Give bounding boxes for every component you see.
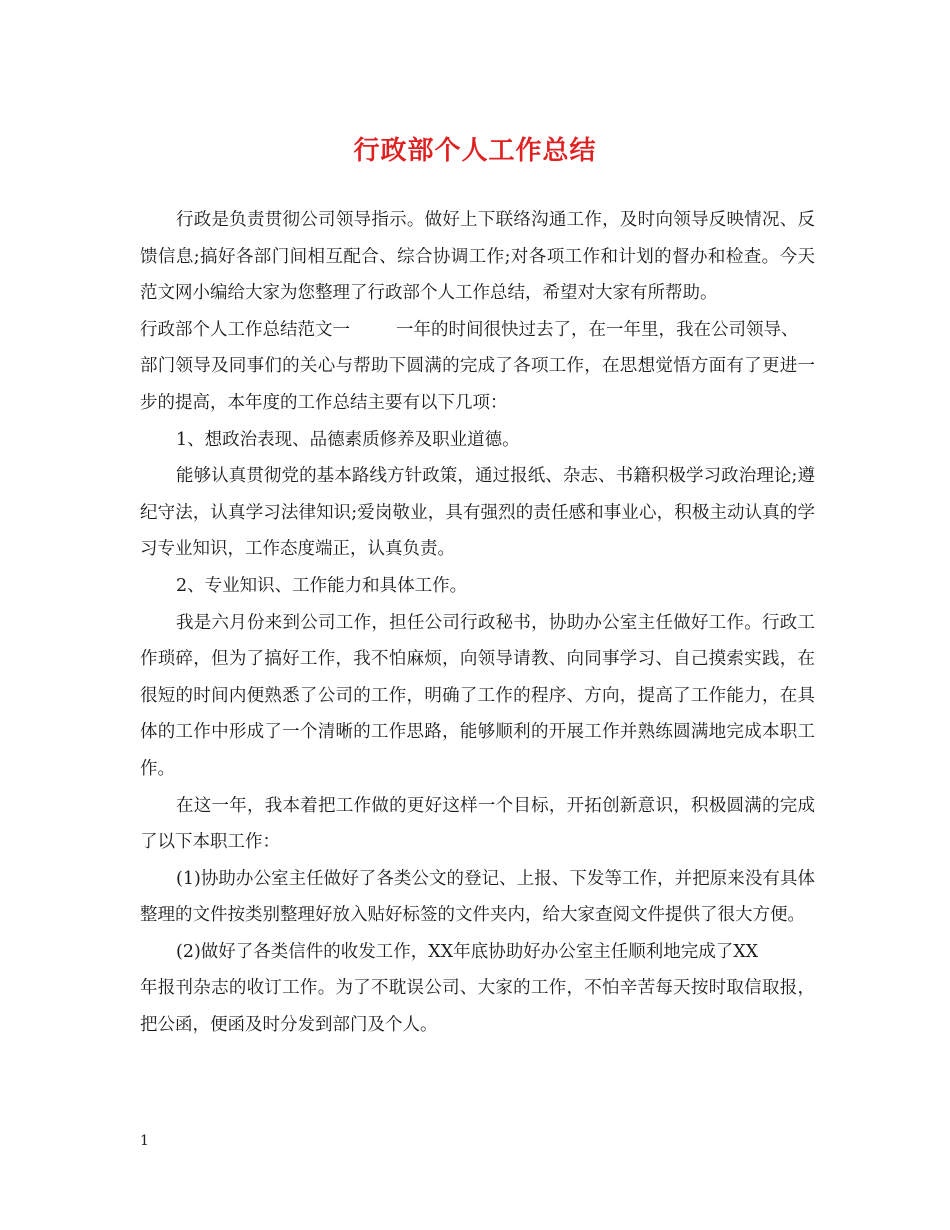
- list-item-2-continuation: 年报刊杂志的收订工作。为了不耽误公司、大家的工作，不怕辛苦每天按时取信取报，把公函，便函及时分发到部门及个人。: [140, 978, 815, 1036]
- paragraph-work: 我是六月份来到公司工作，担任公司行政秘书，协助办公室主任做好工作。行政工作琐碎，但为了搞好工作，我不怕麻烦，向领导请教、向同事学习、自己摸索实践，在很短的时间内便熟悉了公司的工作，明确了工作的程序、方向，提高了工作能力，在具体的工作中形成了一个清晰的工作思路，能够顺利的开展工作并熟练圆满地完成本职工作。: [140, 612, 815, 779]
- page-number: 1: [140, 1133, 149, 1149]
- section-continuation: 部门领导及同事们的关心与帮助下圆满的完成了各项工作，在思想觉悟方面有了更进一步的提高，本年度的工作总结主要有以下几项：: [140, 356, 815, 413]
- heading-work: 2、专业知识、工作能力和具体工作。: [176, 575, 468, 596]
- heading-politics: 1、想政治表现、品德素质修养及职业道德。: [176, 429, 520, 450]
- section-first-line: [140, 312, 815, 349]
- document-body: [140, 202, 815, 1044]
- list-item-1: (1)协助办公室主任做好了各类公文的登记、上报、下发等工作，并把原来没有具体整理的文件按类别整理好放入贴好标签的文件夹内，给大家查阅文件提供了很大方便。: [140, 868, 815, 926]
- paragraph-politics: 能够认真贯彻党的基本路线方针政策，通过报纸、杂志、书籍积极学习政治理论;遵纪守法，认真学习法律知识;爱岗敬业，具有强烈的责任感和事业心，积极主动认真的学习专业知识，工作态度端正，认真负责。: [140, 466, 815, 560]
- list-item-2-first-line: (2)做好了各类信件的收发工作，XX年底协助好办公室主任顺利地完成了XX: [176, 941, 759, 962]
- section-label: 行政部个人工作总结范文一: [140, 319, 350, 340]
- section-first-text: 一年的时间很快过去了，在一年里，我在公司领导、: [396, 319, 799, 340]
- paragraph-goal: 在这一年，我本着把工作做的更好这样一个目标，开拓创新意识，积极圆满的完成了以下本职工作：: [140, 795, 815, 853]
- intro-paragraph: 行政是负责贯彻公司领导指示。做好上下联络沟通工作，及时向领导反映情况、反馈信息;搞好各部门间相互配合、综合协调工作;对各项工作和计划的督办和检查。今天范文网小编给大家为您整理了行政部个人工作总结，希望对大家有所帮助。: [140, 210, 815, 304]
- document-title: 行政部个人工作总结: [353, 136, 597, 166]
